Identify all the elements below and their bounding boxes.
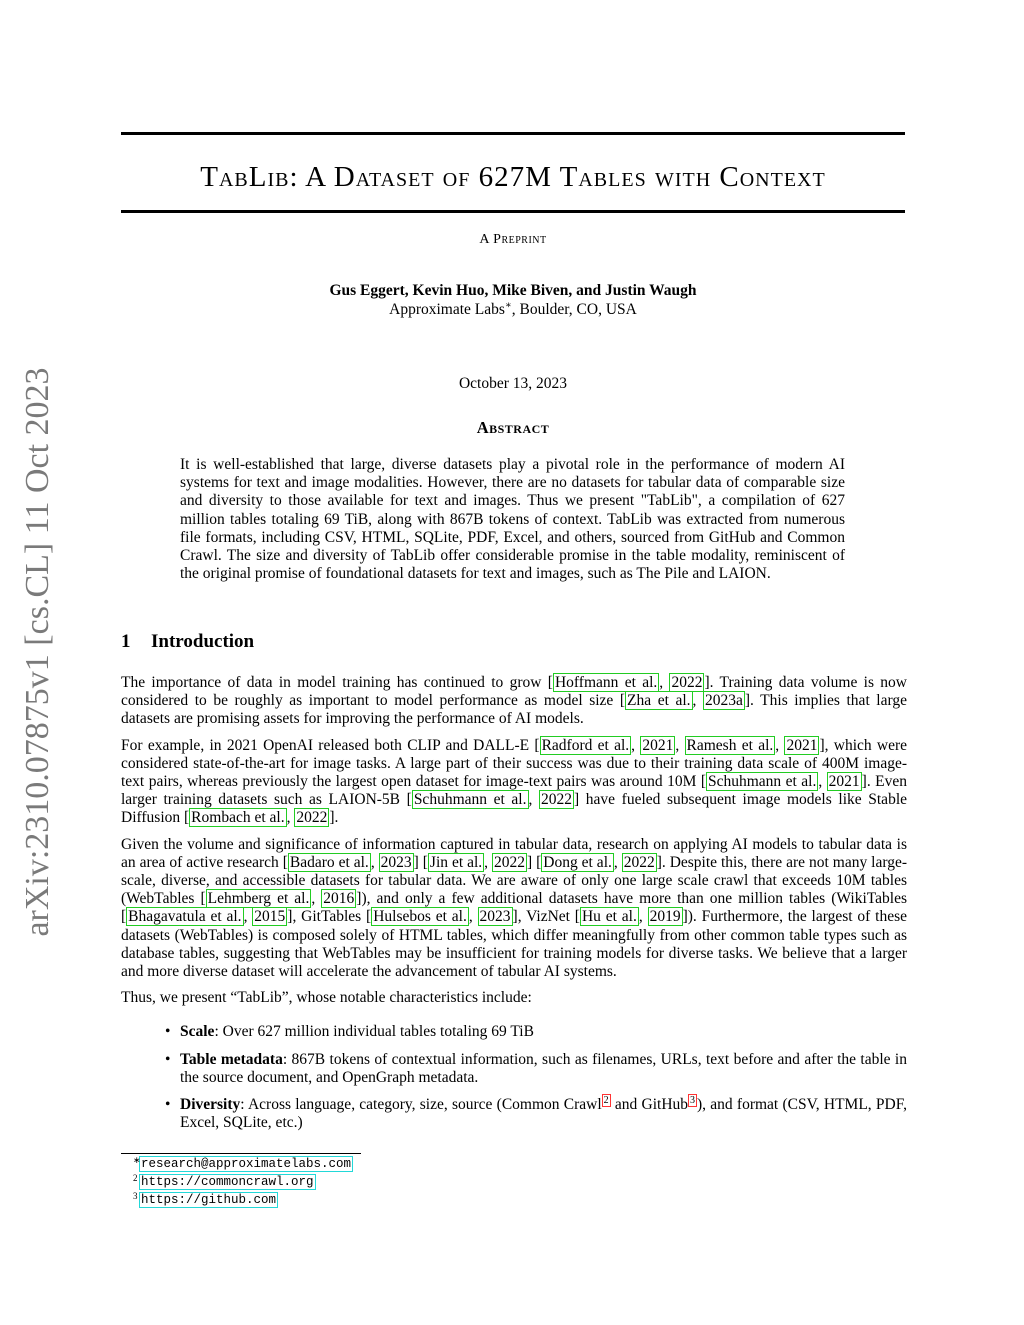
author-list: Gus Eggert, Kevin Huo, Mike Biven, and Justin Waugh [329, 282, 697, 299]
citation-link[interactable]: Radford et al. [541, 736, 630, 754]
citation-link[interactable]: Rombach et al. [191, 809, 285, 827]
introduction-body [121, 674, 907, 1141]
footnote-link[interactable]: 3 [690, 1094, 696, 1106]
preprint-label: A Preprint [479, 232, 547, 247]
citation-link[interactable]: Hoffmann et al. [554, 674, 658, 691]
citation-link[interactable]: 2023 [479, 908, 511, 926]
citation-link[interactable]: 2022 [494, 853, 525, 871]
footnote-rule [121, 1153, 361, 1154]
footnote-link[interactable]: 2 [603, 1094, 609, 1106]
list-item: • Diversity: Across language, category, size, source (Common Crawl $^2$ and GitHub $^3$ ), and format (CSV, HTML, PDF, Excel, SQLite, etc.) [180, 1096, 907, 1132]
citation-link[interactable]: 2022 [671, 674, 703, 691]
footnotes [133, 1155, 739, 1209]
citation-link[interactable]: Lehmberg et al. [207, 890, 310, 908]
footnote: ∗ research@approximatelabs.com [133, 1155, 352, 1171]
citation-link[interactable]: 2022 [296, 809, 328, 827]
list-item: • Scale: Over 627 million individual tables totaling 69 TiB [180, 1023, 907, 1041]
citation-link[interactable]: Dong et al. [543, 853, 612, 871]
title-bottom-rule [121, 210, 905, 213]
section-title: Introduction [151, 631, 255, 652]
citation-link[interactable]: 2019 [649, 908, 681, 926]
citation-link[interactable]: 2022 [623, 853, 655, 871]
footnote: 2 https://commoncrawl.org [133, 1173, 314, 1189]
arxiv-identifier: arXiv:2310.07875v1 [cs.CL] 11 Oct 2023 [19, 367, 56, 937]
paragraph-1: The importance of data in model training has continued to grow [ Hoffmann et al. , 2022 ]. Training data volume is now considered to be roughly as important to model performance as model size [ Zha et al. , 2023a ]. This implies that large datasets are promising assets for improving the performance of AI models. [121, 674, 908, 728]
affiliation: Approximate Labs∗, Boulder, CO, USA [389, 300, 637, 319]
paragraph-2: For example, in 2021 OpenAI released both CLIP and DALL-E [ Radford et al. , 2021 , Ramesh et al. , 2021 ], which were considered state-of-the-art for image tasks. A large part of their success was due to their training data scale of 400M image-text pairs, whereas previously the largest open dataset for image-text pairs was around 10M [ Schuhmann et al. , 2021 ]. Even larger training datasets such as LAION-5B [ Schuhmann et al. , 2022 ] have fueled subsequent image models like Stable Diffusion [ Rombach et al. , 2022 ]. [121, 736, 908, 827]
paragraph-4: Thus, we present “TabLib”, whose notable characteristics include: [121, 989, 532, 1007]
abstract-text: It is well-established that large, diverse datasets play a pivotal role in the performance of modern AI systems for text and image modalities. However, there are no datasets for tabular data of comparable size and diversity to those available for text and images. Thus we present "TabLib", a compilation of 627 million tables totaling 69 TiB, along with 867B tokens of context. TabLib was extracted from numerous file formats, including CSV, HTML, SQLite, PDF, Excel, and others, sourced from GitHub and Common Crawl. The size and diversity of TabLib offer considerable promise in the table modality, reminiscent of the original promise of foundational datasets for text and images, such as The Pile and LAION. [180, 456, 845, 583]
citation-link[interactable]: Bhagavatula et al. [128, 908, 242, 926]
citation-link[interactable]: Jin et al. [429, 853, 483, 871]
citation-link[interactable]: Schuhmann et al. [413, 791, 527, 809]
url-link[interactable]: https://github.com [141, 1193, 277, 1207]
characteristics-list [121, 1023, 907, 1132]
citation-link[interactable]: 2021 [642, 736, 674, 754]
citation-link[interactable]: 2015 [254, 908, 286, 926]
citation-link[interactable]: Zha et al. [627, 692, 691, 710]
citation-link[interactable]: Schuhmann et al. [707, 773, 817, 791]
citation-link[interactable]: 2023 [380, 853, 412, 871]
citation-link[interactable]: 2021 [828, 773, 860, 791]
arxiv-sidebar [8, 362, 68, 942]
email-link[interactable]: research@approximatelabs.com [141, 1157, 352, 1171]
citation-link[interactable]: Badaro et al. [289, 853, 369, 871]
paragraph-3: Given the volume and significance of information captured in tabular data, research on applying AI models to tabular data is an area of active research [ Badaro et al. , 2023 ] [ Jin et al. , 2022 ] [ Dong et al. , 2022 ]. Despite this, there are not many large-scale, diverse, and accessible datasets for tabular data. We are aware of only one large scale crawl that exceeds 10M tables (WebTables [ Lehmberg et al. , 2016 ]), and only a few additional datasets have more than one million tables (WikiTables [ Bhagavatula et al. , 2015 ], GitTables [ Hulsebos et al. , 2023 ], VizNet [ Hu et al. , 2019 ]). Furthermore, the largest of these datasets (WebTables) is composed solely of HTML tables, which differ meaningfully from other common table types such as database tables, suggesting that WebTables may be insufficient for training models for diverse tasks. We believe that a larger and more diverse dataset will accelerate the advancement of tabular AI systems. [121, 835, 908, 981]
footnote: 3 https://github.com [133, 1191, 277, 1207]
citation-link[interactable]: 2023a [704, 692, 743, 710]
section-heading-introduction [121, 631, 905, 653]
citation-link[interactable]: 2021 [786, 736, 818, 754]
citation-link[interactable]: 2016 [323, 890, 355, 908]
abstract-heading: Abstract [476, 418, 550, 437]
list-item: • Table metadata: 867B tokens of contextual information, such as filenames, URLs, text before and after the table in the source document, and OpenGraph metadata. [180, 1051, 907, 1087]
citation-link[interactable]: Hu et al. [581, 908, 637, 926]
affiliation-footnote-mark[interactable]: ∗ [504, 300, 512, 311]
url-link[interactable]: https://commoncrawl.org [141, 1175, 314, 1189]
section-number: 1 [121, 631, 131, 652]
citation-link[interactable]: Ramesh et al. [686, 736, 774, 754]
title-top-rule [121, 132, 905, 135]
citation-link[interactable]: 2022 [541, 791, 572, 809]
paper-title: TabLib: A Dataset of 627M Tables with Context [200, 161, 826, 193]
citation-link[interactable]: Hulsebos et al. [373, 908, 467, 926]
paper-date: October 13, 2023 [458, 375, 568, 392]
